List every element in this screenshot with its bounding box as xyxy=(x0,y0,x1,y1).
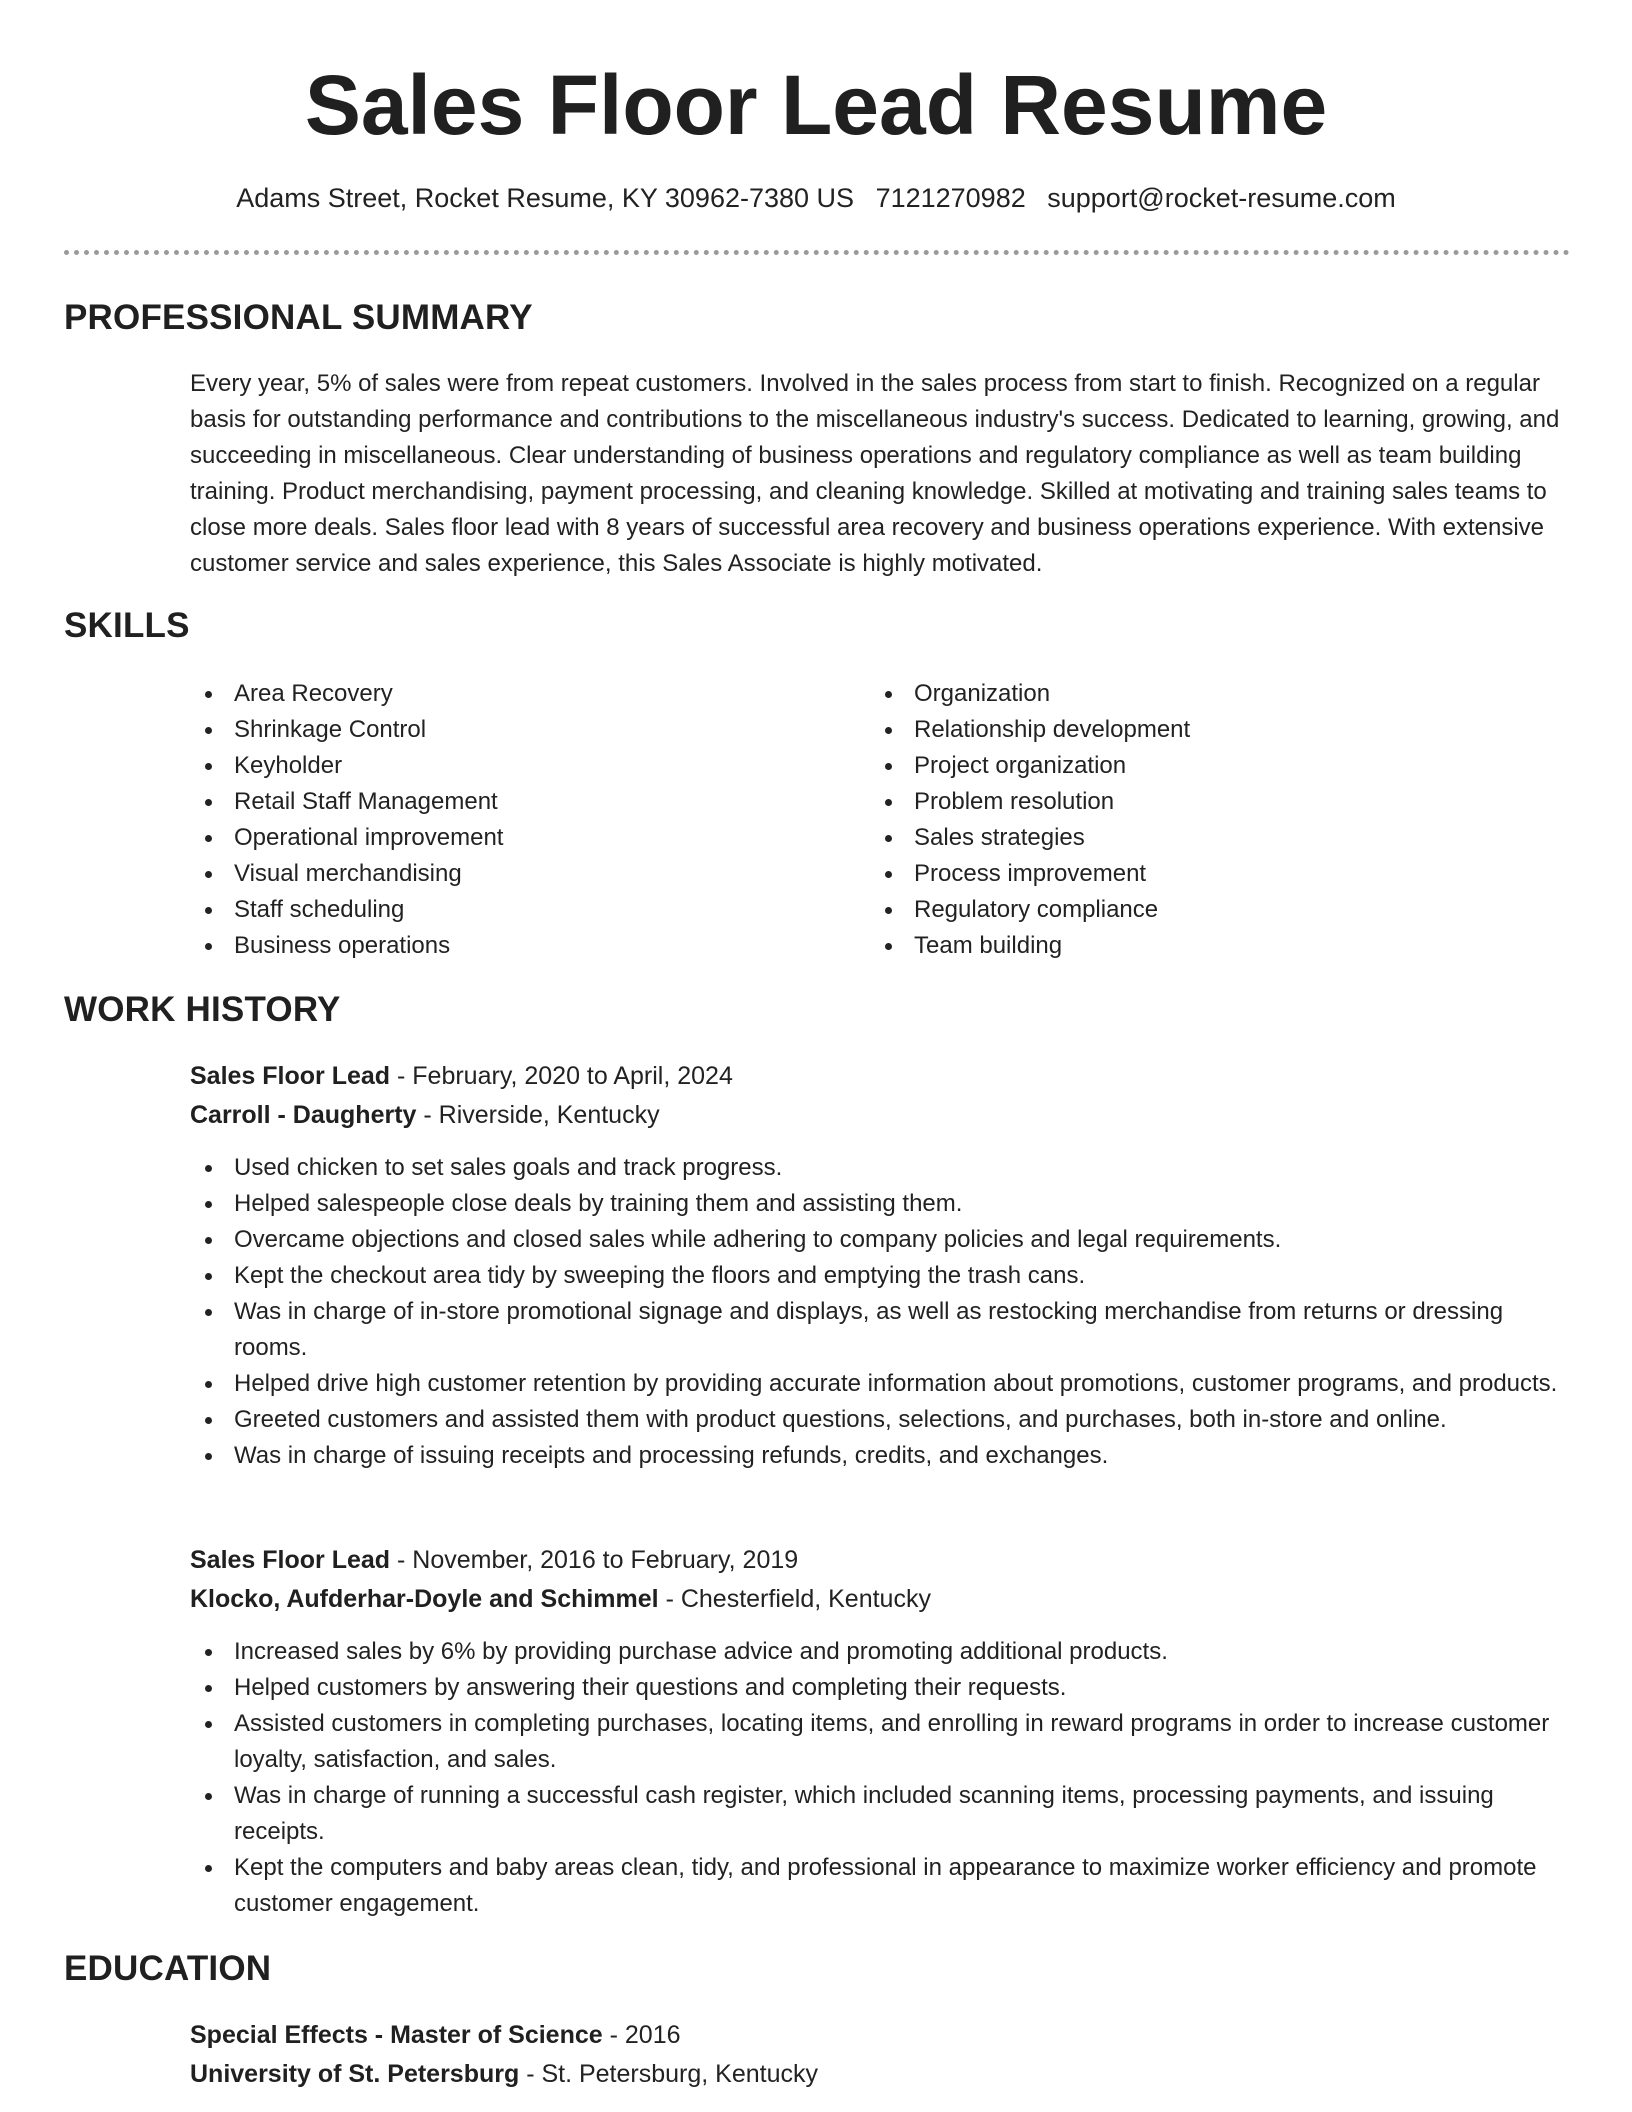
education-degree-line xyxy=(190,2016,1570,2054)
job-company-line xyxy=(190,1096,1570,1134)
job-duties-list xyxy=(190,1150,1570,1474)
section-heading-work-history: WORK HISTORY xyxy=(64,990,341,1029)
job-duties-list xyxy=(190,1634,1570,1922)
job-company: Klocko, Aufderhar-Doyle and Schimmel xyxy=(190,1585,659,1613)
duty-item: Used chicken to set sales goals and track progress. xyxy=(190,1150,1570,1186)
duty-item: Was in charge of running a successful cash register, which included scanning items, processing payments, and issuing receipts. xyxy=(190,1778,1570,1850)
skills-list-right xyxy=(870,676,1510,964)
skill-item: Organization xyxy=(870,676,1510,712)
job-title: Sales Floor Lead xyxy=(190,1546,391,1574)
duty-item: Helped drive high customer retention by providing accurate information about promotions, customer programs, and products. xyxy=(190,1366,1570,1402)
education-school: University of St. Petersburg xyxy=(190,2060,520,2088)
job-title: Sales Floor Lead xyxy=(190,1062,391,1090)
skill-item: Regulatory compliance xyxy=(870,892,1510,928)
resume-title: Sales Floor Lead Resume xyxy=(304,58,1328,152)
skill-item: Operational improvement xyxy=(190,820,830,856)
duty-item: Kept the computers and baby areas clean, tidy, and professional in appearance to maximize worker efficiency and promote customer engagement. xyxy=(190,1850,1570,1922)
skill-item: Shrinkage Control xyxy=(190,712,830,748)
job-company-line xyxy=(190,1580,1570,1618)
duty-item: Overcame objections and closed sales while adhering to company policies and legal requirements. xyxy=(190,1222,1570,1258)
skill-item: Problem resolution xyxy=(870,784,1510,820)
contact-line xyxy=(0,180,1632,216)
duty-item: Kept the checkout area tidy by sweeping the floors and emptying the trash cans. xyxy=(190,1258,1570,1294)
skill-item: Area Recovery xyxy=(190,676,830,712)
skill-item: Relationship development xyxy=(870,712,1510,748)
job-dates: - November, 2016 to February, 2019 xyxy=(390,1546,799,1574)
duty-item: Increased sales by 6% by providing purchase advice and promoting additional products. xyxy=(190,1634,1570,1670)
skills-list-left xyxy=(190,676,830,964)
section-heading-summary: PROFESSIONAL SUMMARY xyxy=(64,298,533,337)
duty-item: Assisted customers in completing purchases, locating items, and enrolling in reward programs in order to increase customer loyalty, satisfaction, and sales. xyxy=(190,1706,1570,1778)
skill-item: Staff scheduling xyxy=(190,892,830,928)
education-year: - 2016 xyxy=(602,2021,681,2049)
section-heading-education: EDUCATION xyxy=(64,1949,272,1988)
skill-item: Keyholder xyxy=(190,748,830,784)
education-school-line xyxy=(190,2055,1570,2093)
education-degree: Special Effects - Master of Science xyxy=(190,2021,603,2049)
duty-item: Helped salespeople close deals by training them and assisting them. xyxy=(190,1186,1570,1222)
skill-item: Sales strategies xyxy=(870,820,1510,856)
duty-item: Was in charge of in-store promotional signage and displays, as well as restocking merchandise from returns or dressing rooms. xyxy=(190,1294,1570,1366)
job-title-line xyxy=(190,1057,1570,1095)
job-location: - Chesterfield, Kentucky xyxy=(658,1585,931,1613)
job-company: Carroll - Daugherty xyxy=(190,1101,417,1129)
summary-text: Every year, 5% of sales were from repeat customers. Involved in the sales process from start to finish. Recognized on a regular basis for outstanding performance and contributions to the miscellaneous industry's success. Dedicated to learning, growing, and succeeding in miscellaneous. Clear understanding of business operations and regulatory compliance as well as team building training. Product merchandising, payment processing, and cleaning knowledge. Skilled at motivating and training sales teams to close more deals. Sales floor lead with 8 years of successful area recovery and business operations experience. With extensive customer service and sales experience, this Sales Associate is highly motivated. xyxy=(190,370,1560,577)
skill-item: Project organization xyxy=(870,748,1510,784)
job-title-line xyxy=(190,1541,1570,1579)
contact-phone: 7121270982 xyxy=(875,183,1026,213)
skill-item: Process improvement xyxy=(870,856,1510,892)
skill-item: Team building xyxy=(870,928,1510,964)
header-divider xyxy=(64,250,1570,255)
job-dates: - February, 2020 to April, 2024 xyxy=(390,1062,733,1090)
job-location: - Riverside, Kentucky xyxy=(416,1101,660,1129)
contact-email[interactable]: support@rocket-resume.com xyxy=(1047,183,1396,213)
contact-address: Adams Street, Rocket Resume, KY 30962-7380 US xyxy=(236,183,855,213)
duty-item: Greeted customers and assisted them with product questions, selections, and purchases, both in-store and online. xyxy=(190,1402,1570,1438)
skill-item: Business operations xyxy=(190,928,830,964)
skill-item: Visual merchandising xyxy=(190,856,830,892)
duty-item: Helped customers by answering their questions and completing their requests. xyxy=(190,1670,1570,1706)
duty-item: Was in charge of issuing receipts and processing refunds, credits, and exchanges. xyxy=(190,1438,1570,1474)
education-location: - St. Petersburg, Kentucky xyxy=(519,2060,818,2088)
skill-item: Retail Staff Management xyxy=(190,784,830,820)
section-heading-skills: SKILLS xyxy=(64,606,190,645)
